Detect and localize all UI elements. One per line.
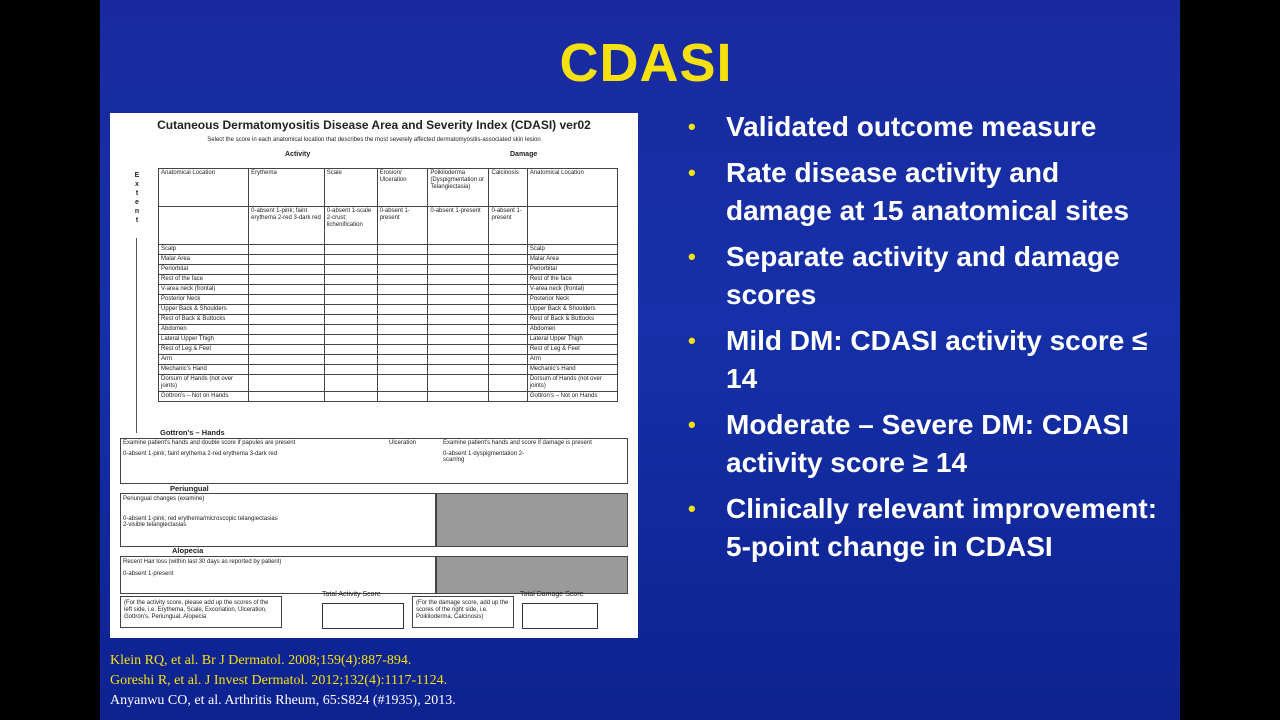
scale-cell: 0-absent 1-scale 2-crust; lichenification (324, 207, 377, 245)
score-cell (249, 355, 325, 365)
score-cell (377, 265, 428, 275)
site-label: Posterior Neck (527, 295, 617, 305)
column-header: Poikiloderma (Dyspigmentation or Telangiectasia) (428, 169, 489, 207)
score-cell (324, 365, 377, 375)
column-header: Erosion/ Ulceration (377, 169, 428, 207)
total-activity-box (322, 603, 404, 629)
total-damage-box (522, 603, 598, 629)
score-cell (428, 375, 489, 392)
site-row (159, 375, 618, 392)
score-cell (489, 345, 527, 355)
site-label: Dorsum of Hands (not over joints) (159, 375, 249, 392)
alopecia-grey-box (436, 556, 628, 594)
score-cell (428, 315, 489, 325)
score-cell (428, 245, 489, 255)
scale-cell (527, 207, 617, 245)
score-cell (249, 305, 325, 315)
alopecia-instruction: Recent Hair loss (within last 30 days as reported by patient) (123, 559, 282, 565)
score-cell (377, 375, 428, 392)
score-cell (489, 255, 527, 265)
references (110, 651, 456, 711)
bullet-item (688, 108, 1168, 146)
score-cell (377, 365, 428, 375)
site-label: Abdomen (527, 325, 617, 335)
score-cell (428, 265, 489, 275)
gottrons-title: Gottron's – Hands (160, 428, 225, 437)
site-row (159, 391, 618, 401)
score-cell (249, 295, 325, 305)
site-row (159, 335, 618, 345)
column-header: Scale (324, 169, 377, 207)
site-label: V-area neck (frontal) (527, 285, 617, 295)
site-label: Gottron's – Not on Hands (159, 391, 249, 401)
bullet-text: Validated outcome measure (726, 111, 1097, 142)
site-row (159, 285, 618, 295)
column-header: Calcinosis (489, 169, 527, 207)
site-label: Rest of the face (159, 275, 249, 285)
score-cell (324, 255, 377, 265)
score-cell (324, 305, 377, 315)
score-cell (377, 255, 428, 265)
score-cell (428, 275, 489, 285)
score-cell (377, 391, 428, 401)
score-cell (377, 305, 428, 315)
score-cell (489, 315, 527, 325)
periungual-grey-box (436, 493, 628, 547)
score-cell (428, 345, 489, 355)
site-label: Arm (159, 355, 249, 365)
score-cell (324, 325, 377, 335)
bullet-text: Separate activity and damage scores (726, 241, 1120, 310)
score-cell (324, 265, 377, 275)
column-header: Erythema (249, 169, 325, 207)
site-label: Scalp (159, 245, 249, 255)
site-label: Rest of Back & Buttocks (527, 315, 617, 325)
site-label: Mechanic's Hand (159, 365, 249, 375)
bullet-dot-icon: • (688, 328, 696, 353)
score-cell (324, 275, 377, 285)
site-label: Periorbital (527, 265, 617, 275)
score-cell (428, 295, 489, 305)
score-cell (489, 295, 527, 305)
score-cell (249, 255, 325, 265)
score-cell (489, 375, 527, 392)
slide (100, 0, 1180, 720)
periungual-scale: 0-absent 1-pink; red erythema/microscopic telangiectasias 2-visible telangiectasias (123, 516, 278, 528)
score-cell (249, 335, 325, 345)
gottrons-right-scale: 0-absent 1-dyspigmentation 2-scarring (443, 451, 525, 463)
score-cell (377, 345, 428, 355)
site-row (159, 315, 618, 325)
site-label: Scalp (527, 245, 617, 255)
scale-cell: 0-absent 1-present (377, 207, 428, 245)
site-label: Mechanic's Hand (527, 365, 617, 375)
gottrons-left-scale: 0-absent 1-pink; faint erythema 2-red erythema 3-dark red (123, 451, 278, 457)
score-cell (324, 295, 377, 305)
score-cell (428, 365, 489, 375)
score-cell (324, 355, 377, 365)
bullet-item (688, 490, 1168, 566)
score-cell (324, 315, 377, 325)
bullet-text: Moderate – Severe DM: CDASI activity score ≥ 14 (726, 409, 1130, 478)
site-label: Gottron's – Not on Hands (527, 391, 617, 401)
alopecia-scale: 0-absent 1-present (123, 571, 174, 577)
score-cell (428, 285, 489, 295)
score-cell (249, 375, 325, 392)
score-cell (324, 375, 377, 392)
form-instruction: Select the score in each anatomical location that describes the most severely affected dermatomyositis-associated skin lesion (207, 137, 541, 143)
activity-note: (For the activity score, please add up the scores of the left side, i.e. Erythema, Scale, Excoriation, Ulceration, Gottron's, Periungual, Alopecia (120, 596, 282, 628)
score-cell (489, 285, 527, 295)
site-label: Rest of Back & Buttocks (159, 315, 249, 325)
reference-1: Klein RQ, et al. Br J Dermatol. 2008;159(4):887-894. (110, 653, 412, 668)
score-cell (489, 305, 527, 315)
alopecia-title: Alopecia (172, 546, 204, 555)
score-cell (489, 365, 527, 375)
site-row (159, 245, 618, 255)
site-label: Lateral Upper Thigh (159, 335, 249, 345)
site-label: Lateral Upper Thigh (527, 335, 617, 345)
scale-cell: 0-absent 1-present (428, 207, 489, 245)
gottrons-left-instruction: Examine patient's hands and double score if papules are present (123, 440, 296, 446)
periungual-title: Periungual (170, 484, 209, 493)
score-cell (377, 355, 428, 365)
score-cell (428, 325, 489, 335)
score-cell (377, 335, 428, 345)
score-cell (249, 265, 325, 275)
site-label: Abdomen (159, 325, 249, 335)
score-cell (377, 275, 428, 285)
bullet-text: Clinically relevant improvement: 5-point change in CDASI (726, 493, 1158, 562)
bullet-item (688, 154, 1168, 230)
gottrons-section (120, 438, 628, 484)
total-damage-label: Total Damage Score (520, 591, 584, 598)
site-score-table (158, 168, 618, 402)
reference-2: Goreshi R, et al. J Invest Dermatol. 2012;132(4):1117-1124. (110, 673, 448, 688)
column-header: Anatomical Location (159, 169, 249, 207)
site-label: Rest of the face (527, 275, 617, 285)
score-cell (324, 335, 377, 345)
site-label: Dorsum of Hands (not over joints) (527, 375, 617, 392)
periungual-section (120, 493, 436, 547)
bullet-text: Rate disease activity and damage at 15 anatomical sites (726, 157, 1130, 226)
score-cell (428, 335, 489, 345)
score-cell (489, 335, 527, 345)
site-label: V-area neck (frontal) (159, 285, 249, 295)
scale-cell (159, 207, 249, 245)
slide-title: CDASI (559, 33, 733, 93)
site-row (159, 355, 618, 365)
bullet-dot-icon: • (688, 160, 696, 185)
bullet-item (688, 406, 1168, 482)
column-header: Anatomical Location (527, 169, 617, 207)
reference-3: Anyanwu CO, et al. Arthritis Rheum, 65:S824 (#1935), 2013. (110, 693, 456, 708)
score-cell (377, 325, 428, 335)
bullet-dot-icon: • (688, 496, 696, 521)
score-cell (249, 315, 325, 325)
bullet-item (688, 238, 1168, 314)
site-row (159, 345, 618, 355)
scale-cell: 0-absent 1-present (489, 207, 527, 245)
bullet-dot-icon: • (688, 244, 696, 269)
site-row (159, 295, 618, 305)
periungual-instruction: Periungual changes (examine) (123, 496, 205, 502)
site-label: Malar Area (159, 255, 249, 265)
site-label: Posterior Neck (159, 295, 249, 305)
site-label: Upper Back & Shoulders (527, 305, 617, 315)
score-cell (489, 275, 527, 285)
extent-label: E x t e n t (134, 172, 140, 224)
cdasi-form-image (110, 113, 638, 638)
site-label: Rest of Leg & Feet (159, 345, 249, 355)
site-row (159, 255, 618, 265)
site-row (159, 325, 618, 335)
site-row (159, 305, 618, 315)
bullet-dot-icon: • (688, 114, 696, 139)
activity-header: Activity (285, 151, 311, 158)
score-cell (377, 245, 428, 255)
score-cell (489, 245, 527, 255)
bullet-item (688, 322, 1168, 398)
site-label: Rest of Leg & Feet (527, 345, 617, 355)
score-cell (377, 315, 428, 325)
bullet-text: Mild DM: CDASI activity score ≤ 14 (726, 325, 1148, 394)
gottrons-ulceration: Ulceration (389, 440, 417, 446)
score-cell (489, 391, 527, 401)
score-cell (428, 255, 489, 265)
score-cell (249, 365, 325, 375)
score-cell (489, 355, 527, 365)
site-row (159, 365, 618, 375)
scale-cell: 0-absent 1-pink; faint erythema 2-red 3-dark red (249, 207, 325, 245)
form-title: Cutaneous Dermatomyositis Disease Area and Severity Index (CDASI) ver02 (157, 118, 591, 132)
score-cell (249, 285, 325, 295)
score-cell (249, 391, 325, 401)
score-cell (377, 285, 428, 295)
score-cell (489, 265, 527, 275)
score-cell (428, 355, 489, 365)
score-cell (324, 391, 377, 401)
score-cell (324, 245, 377, 255)
damage-note: (For the damage score, add up the scores of the right side, i.e. Poikiloderma, Calcinosis) (412, 596, 514, 628)
score-cell (377, 295, 428, 305)
score-cell (249, 245, 325, 255)
score-cell (249, 275, 325, 285)
site-row (159, 265, 618, 275)
bullet-dot-icon: • (688, 412, 696, 437)
site-row (159, 275, 618, 285)
bullet-list (688, 108, 1168, 574)
total-activity-label: Total Activity Score (322, 591, 381, 598)
score-cell (324, 345, 377, 355)
score-cell (249, 345, 325, 355)
site-label: Malar Area (527, 255, 617, 265)
score-cell (428, 391, 489, 401)
alopecia-section (120, 556, 436, 594)
damage-header: Damage (510, 151, 538, 158)
score-cell (324, 285, 377, 295)
extent-arrow (136, 238, 137, 433)
score-cell (428, 305, 489, 315)
score-cell (249, 325, 325, 335)
site-label: Upper Back & Shoulders (159, 305, 249, 315)
site-label: Arm (527, 355, 617, 365)
score-cell (489, 325, 527, 335)
gottrons-right-instruction: Examine patient's hands and score if damage is present (443, 440, 592, 446)
site-label: Periorbital (159, 265, 249, 275)
